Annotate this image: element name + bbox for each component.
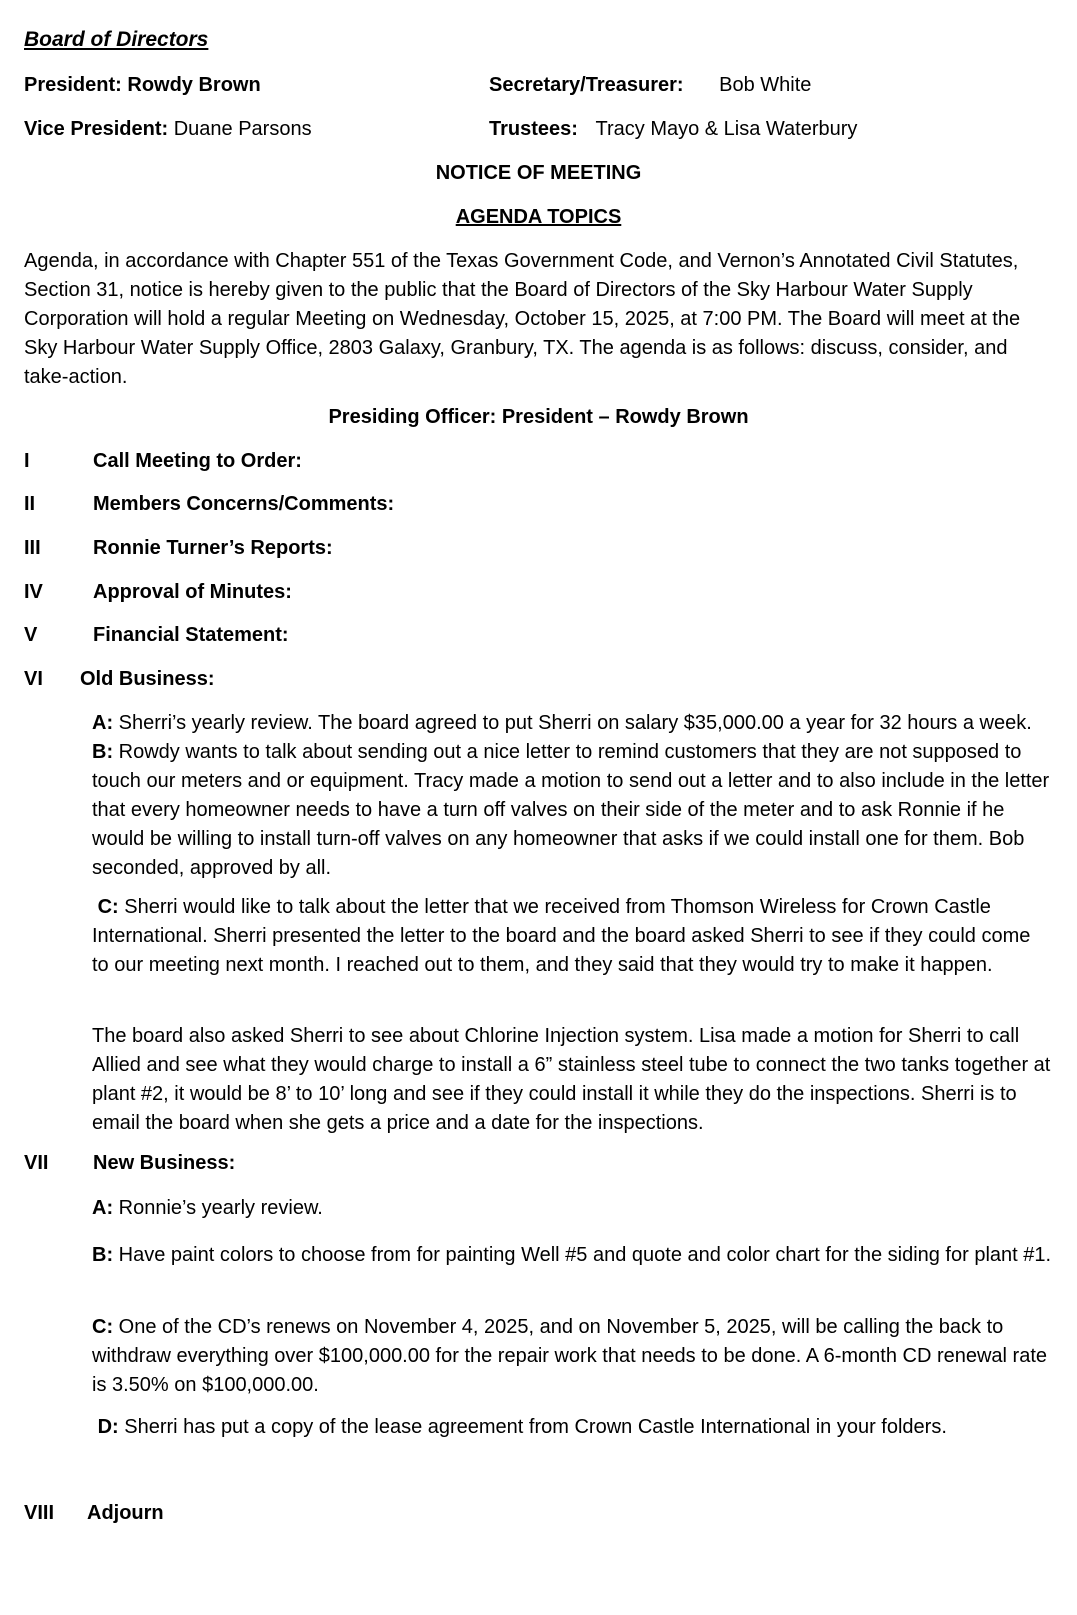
board-title: Board of Directors <box>24 28 209 51</box>
trustees-line <box>489 118 857 141</box>
new-business-a <box>92 1194 1052 1223</box>
secretary-label: Secretary/Treasurer: <box>489 74 684 96</box>
new-c-text: One of the CD’s renews on November 4, 2025, and on November 5, 2025, will be calling the back to withdraw everything over $100,000.00 for the repair work that needs to be done. A 6-month CD renewal rate is 3.50% on $100,000.00. <box>92 1316 1047 1396</box>
section-8-title: Adjourn <box>87 1502 164 1524</box>
new-d-label: D: <box>97 1416 119 1438</box>
section-7-number: VII <box>24 1152 49 1174</box>
section-2-number: II <box>24 493 36 515</box>
new-business-d <box>92 1413 1052 1442</box>
old-b-text: Rowdy wants to talk about sending out a nice letter to remind customers that they are not supposed to touch our meters and or equipment. Tracy made a motion to send out a letter and to also include in the letter that every homeowner needs to have a turn off valves on their side of the meter and to ask Ronnie if he would be willing to install turn-off valves on any homeowner that asks if we could install one for them. Bob seconded, approved by all. <box>92 741 1050 879</box>
president-line <box>24 74 261 97</box>
president-name: Rowdy Brown <box>127 74 261 96</box>
vice-president-line <box>24 118 312 141</box>
old-a-text: Sherri’s yearly review. The board agreed to put Sherri on salary $35,000.00 a year for 32 hours a week. <box>113 712 1032 734</box>
old-business-a-b <box>92 709 1052 883</box>
new-a-text: Ronnie’s yearly review. <box>113 1197 323 1219</box>
new-business-c <box>92 1313 1052 1400</box>
section-6-title: Old Business: <box>80 668 215 690</box>
section-5-title: Financial Statement: <box>93 624 289 646</box>
old-business-c <box>92 893 1052 980</box>
section-7-title: New Business: <box>93 1152 236 1174</box>
trustees-label: Trustees: <box>489 118 578 140</box>
vice-president-name: Duane Parsons <box>173 118 312 140</box>
new-c-label: C: <box>92 1316 114 1338</box>
vice-president-label: Vice President: <box>24 118 169 140</box>
notice-heading: NOTICE OF MEETING <box>435 162 642 184</box>
section-3-number: III <box>24 537 41 559</box>
new-business-b <box>92 1241 1052 1270</box>
section-5-number: V <box>24 624 38 646</box>
secretary-name: Bob White <box>719 74 812 96</box>
new-b-text: Have paint colors to choose from for painting Well #5 and quote and color chart for the siding for plant #1. <box>113 1244 1052 1266</box>
section-6-number: VI <box>24 668 43 690</box>
old-c-text: Sherri would like to talk about the letter that we received from Thomson Wireless for Crown Castle International. Sherri presented the letter to the board and the board asked Sherri to see if they could come to our meeting next month. I reached out to them, and they said that they would try to make it happen. <box>92 896 1031 976</box>
presiding-officer: Presiding Officer: President – Rowdy Brown <box>328 406 749 428</box>
section-4-number: IV <box>24 581 43 603</box>
old-c-label: C: <box>97 896 119 918</box>
section-8-number: VIII <box>24 1502 55 1524</box>
section-1-title: Call Meeting to Order: <box>93 450 302 472</box>
new-b-label: B: <box>92 1244 114 1266</box>
intro-paragraph: Agenda, in accordance with Chapter 551 of the Texas Government Code, and Vernon’s Annotated Civil Statutes, Section 31, notice is hereby given to the public that the Board of Directors of the Sky Harbour Water Supply Corporation will hold a regular Meeting on Wednesday, October 15, 2025, at 7:00 PM. The Board will meet at the Sky Harbour Water Supply Office, 2803 Galaxy, Granbury, TX. The agenda is as follows: discuss, consider, and take-action. <box>24 250 1021 388</box>
new-d-text: Sherri has put a copy of the lease agreement from Crown Castle International in your folders. <box>118 1416 947 1438</box>
old-business-chlorine: The board also asked Sherri to see about Chlorine Injection system. Lisa made a motion for Sherri to call Allied and see what they would charge to install a 6” stainless steel tube to connect the two tanks together at plant #2, it would be 8’ to 10’ long and see if they could install it while they do the inspections. Sherri is to email the board when she gets a price and a date for the inspections. <box>92 1025 1051 1134</box>
old-b-label: B: <box>92 741 114 763</box>
trustees-names: Tracy Mayo & Lisa Waterbury <box>595 118 858 140</box>
new-a-label: A: <box>92 1197 114 1219</box>
section-4-title: Approval of Minutes: <box>93 581 292 603</box>
agenda-topics-heading: AGENDA TOPICS <box>455 206 622 228</box>
section-3-title: Ronnie Turner’s Reports: <box>93 537 333 559</box>
secretary-line <box>489 74 811 97</box>
section-1-number: I <box>24 450 30 472</box>
section-2-title: Members Concerns/Comments: <box>93 493 395 515</box>
president-label: President: <box>24 74 122 96</box>
old-a-label: A: <box>92 712 114 734</box>
